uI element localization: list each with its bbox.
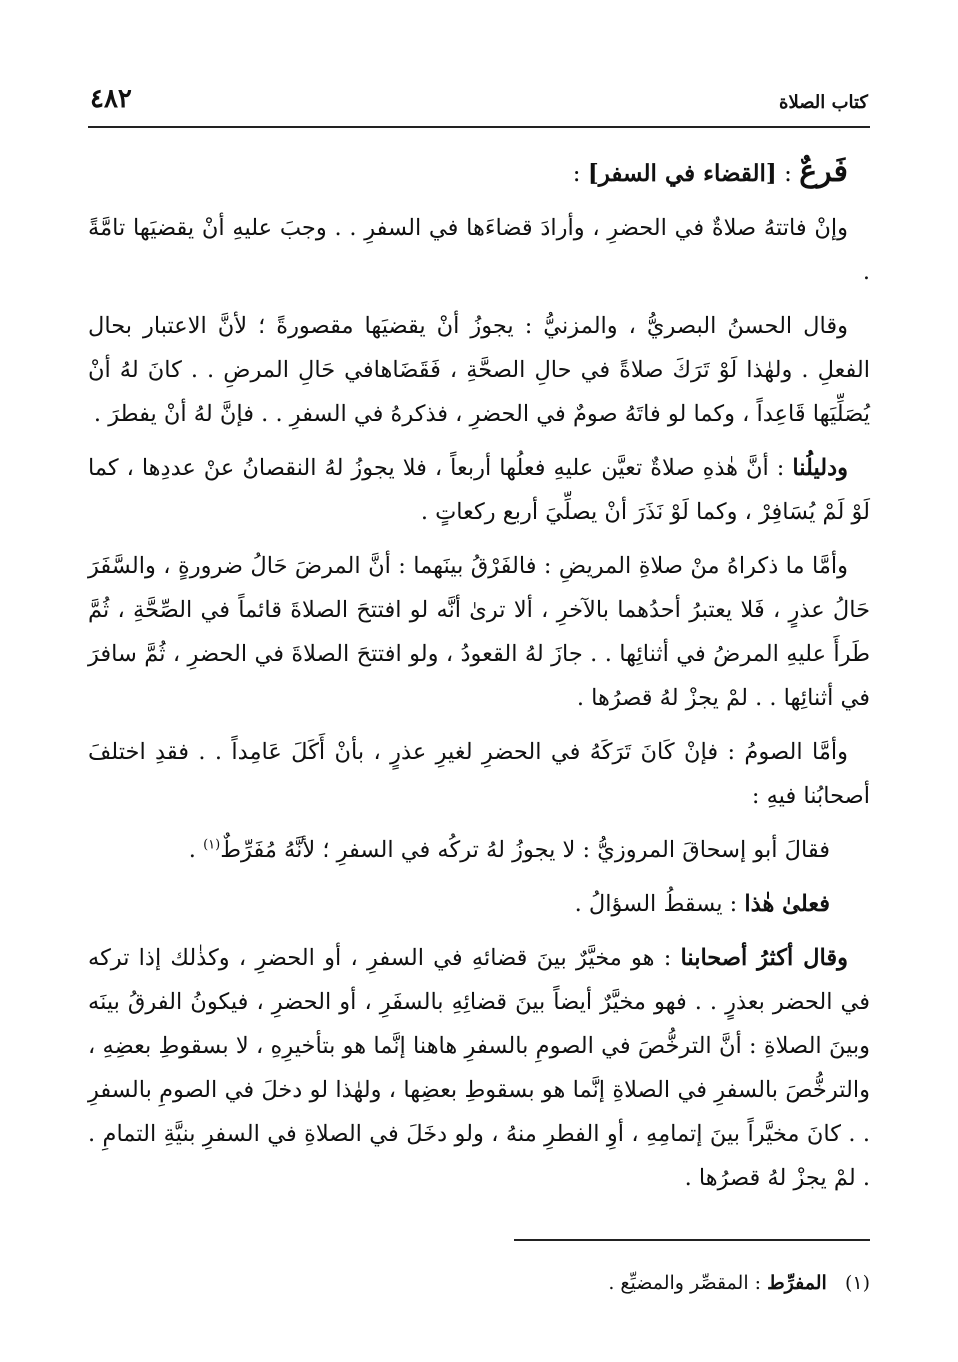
footnote-ref: (١) [203,837,221,853]
opinion-2-lead: فعلىٰ هٰذا [744,891,830,917]
paragraph-3-lead: ودليلُنا [792,455,848,481]
paragraph-6-lead: وقال أكثرُ أصحابنا [680,945,848,971]
paragraph-3-text: : أنَّ هٰذهِ صلاةٌ تعيَّن عليهِ فعلُها أربعاً ، فلا يجوزُ لهُ النقصانُ عنْ عددِها ، كما لَوْ لَمْ يُسَافِرْ ، وكما لَوْ نَذَرَ أنْ يصلِّيَ أربع ركعاتٍ . [88,455,870,525]
section-heading [88,150,870,196]
section-lead-word: فَرعٌ [799,154,848,189]
main-text [88,150,870,1200]
opinion-1-text: فقالَ أبو إسحاقَ المروزيُّ : لا يجوزُ لهُ تركُه في السفرِ ؛ لأنَّهُ مُفَرِّطٌ [220,837,830,863]
footnote-term: المفرِّط [767,1272,827,1294]
section-separator: : [776,161,800,187]
page-number: ٤٨٢ [90,84,132,114]
book-title: كتاب الصلاة [779,92,868,113]
footnote [608,1268,870,1298]
book-page [88,78,870,1328]
footnote-divider [514,1239,870,1241]
running-header [88,78,870,128]
section-tail: : [572,161,588,187]
section-title: [القضاء في السفر] [587,160,777,187]
paragraph-1: وإنْ فاتتهُ صلاةٌ في الحضرِ ، وأرادَ قضاءَها في السفرِ . . وجبَ عليهِ أنْ يقضيَها تامَّةً . [88,215,870,285]
opinion-1-end: . [188,837,204,863]
paragraph-5: وأمَّا الصومُ : فإنْ كَانَ تَرَكَهُ في الحضرِ لغيرِ عذرٍ ، بأنْ أَكَلَ عَامِداً . . فقدِ اختلفَ أصحابُنا فيهِ : [88,739,870,809]
paragraph-6 [88,936,870,1200]
paragraph-3 [88,446,870,534]
footnote-number: (١) [844,1272,870,1294]
paragraph-6-text: : هو مخيَّرٌ بينَ قضائهِ في السفرِ ، أو الحضرِ ، وكذٰلك إذا تركه في الحضر بعذرٍ . . فهو مخيَّرٌ أيضاً بينَ قضائِهِ بالسفَرِ ، أو الحضرِ ، فيكونُ الفرقُ بينَه وبينَ الصلاةِ : أنَّ الترخُّصَ في الصومِ بالسفرِ هاهنا إنَّما هو بتأخيرِهِ ، لا بسقوطِ بعضِهِ ، والترخُّصَ بالسفرِ في الصلاةِ إنَّما هو بسقوطِ بعضِها ، ولهٰذا لو دخلَ في الصومِ بالسفرِ . . كانَ مخيَّراً بينَ إتمامِهِ ، أوِ الفطرِ منهُ ، ولو دخَلَ في الصلاةِ في السفرِ بنيَّةِ التمامِ . . لمْ يجزْ لهُ قصرُها . [88,945,870,1191]
footnote-definition: : المقصِّر والمضيِّع . [608,1272,768,1294]
opinion-2-text: : يسقطُ السؤالُ . [574,891,745,917]
paragraph-2: وقال الحسنُ البصريُّ ، والمزنيُّ : يجوزُ أنْ يقضيَها مقصورةً ؛ لأنَّ الاعتبار بحال الفعلِ . ولهٰذا لَوْ تَرَكَ صلاةً في حالِ الصحَّةِ ، فَقَضَاهافي حَالِ المرضِ . . كانَ لهُ أنْ يُصَلِّيَها قَاعِداً ، وكما لو فاتَهُ صومٌ في الحضرِ ، فذكرهُ في السفرِ . . فإنَّ لهُ أنْ يفطرَ . [88,313,870,427]
paragraph-4: وأمَّا ما ذكراهُ منْ صلاةِ المريضِ : فالفَرْقُ بينَهما : أنَّ المرضَ حَالُ ضرورةٍ ، والسَّفَرَ حَالُ عذرٍ ، فَلا يعتبرُ أحدُهما بالآخرِ ، ألا ترىٰ أنَّه لو افتتحَ الصلاةَ قائماً في الصِّحَّةِ ، ثُمَّ طَرأَ عليهِ المرضُ في أثنائِها . . جازَ لهُ القعودُ ، ولو افتتحَ الصلاةَ في الحضرِ ، ثُمَّ سافرَ في أثنائِها . . لمْ يجزْ لهُ قصرُها . [88,553,870,711]
opinion-2 [88,882,870,926]
opinion-1 [88,828,870,872]
